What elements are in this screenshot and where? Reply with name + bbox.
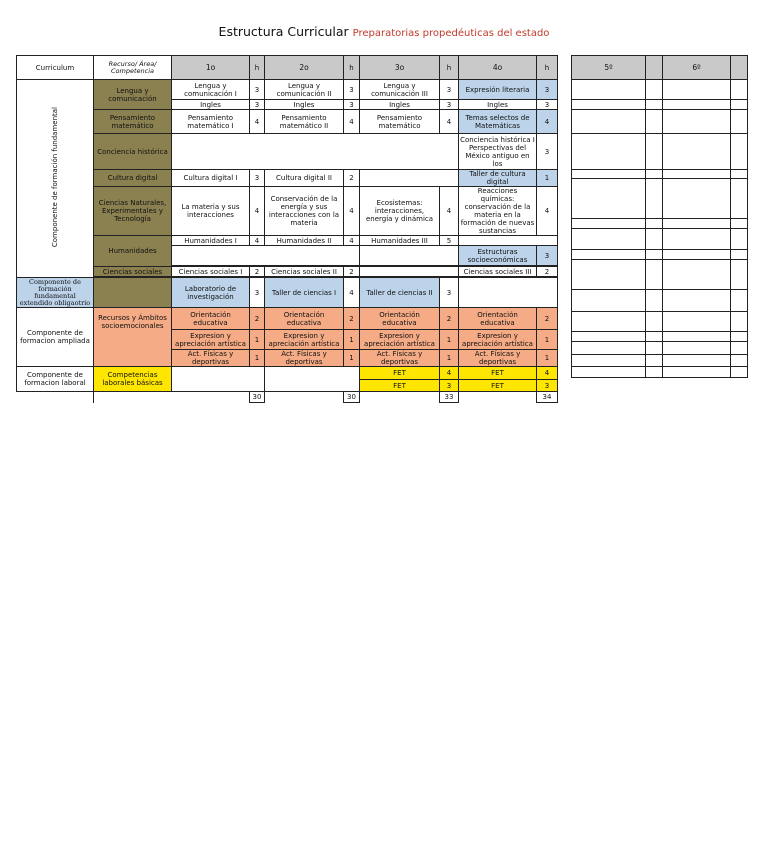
cell-empty (572, 170, 646, 179)
cell-h: 1 (440, 330, 459, 350)
area-lengua: Lengua y comunicación (94, 80, 172, 110)
header-year-1: 1o (172, 56, 250, 80)
cell-h: 1 (344, 350, 360, 367)
total-year-2: 30 (344, 392, 360, 403)
cell-h: 4 (537, 367, 558, 380)
cell-empty (646, 312, 663, 332)
cell-h: 4 (344, 236, 360, 246)
cell-empty (360, 392, 440, 403)
cell-empty (537, 236, 558, 246)
cell-h: 3 (537, 380, 558, 392)
cell-empty (572, 312, 646, 332)
cell-fet-4b: FET (459, 380, 537, 392)
cell-humanidades-3: Humanidades III (360, 236, 440, 246)
cell-h: 2 (250, 308, 265, 330)
total-year-4: 34 (537, 392, 558, 403)
cell-empty (572, 80, 646, 100)
cell-empty (440, 170, 459, 187)
cell-h: 3 (250, 170, 265, 187)
cell-empty (731, 312, 748, 332)
cell-h: 2 (537, 267, 558, 277)
cell-empty (646, 179, 663, 219)
cell-empty (663, 80, 731, 100)
cell-h: 1 (250, 330, 265, 350)
component-extendido: Componente de formación fundamental extendido obligaotrio (17, 278, 94, 308)
cell-h: 2 (344, 170, 360, 187)
cell-empty (663, 219, 731, 229)
cell-empty (731, 134, 748, 170)
cell-lengua-2: Lengua y comunicación II (265, 80, 344, 100)
cell-empty (344, 367, 360, 392)
cell-h: 1 (250, 350, 265, 367)
header-h: h (537, 56, 558, 80)
cell-empty (731, 332, 748, 342)
area-sociales: Ciencias sociales (94, 267, 172, 277)
cell-h: 2 (344, 267, 360, 277)
cell-empty (663, 312, 731, 332)
area-ciencias: Ciencias Naturales, Experimentales y Tecnología (94, 187, 172, 236)
cell-empty (172, 134, 250, 170)
cell-empty (731, 179, 748, 219)
cell-empty (731, 110, 748, 134)
cell-cultura-4: Taller de cultura digital (459, 170, 537, 187)
cell-h: 1 (440, 350, 459, 367)
cell-h: 2 (440, 308, 459, 330)
header-h: h (344, 56, 360, 80)
cell-h: 3 (250, 278, 265, 308)
area-pensamiento: Pensamiento matemático (94, 110, 172, 134)
cell-empty (731, 355, 748, 367)
cell-empty (344, 134, 360, 170)
cell-h: 4 (250, 187, 265, 236)
cell-empty (344, 246, 360, 266)
cell-empty (572, 134, 646, 170)
cell-empty (646, 80, 663, 100)
cell-empty (265, 246, 344, 266)
cell-h: 4 (537, 110, 558, 134)
cell-h: 2 (250, 267, 265, 277)
area-conciencia: Conciencia histórica (94, 134, 172, 170)
cell-empty (731, 342, 748, 355)
cell-empty (646, 367, 663, 378)
cell-h: 3 (250, 100, 265, 110)
cell-h: 2 (344, 308, 360, 330)
cell-h: 3 (440, 380, 459, 392)
cell-empty (663, 332, 731, 342)
cell-empty (663, 110, 731, 134)
cell-h: 2 (537, 308, 558, 330)
cell-empty (663, 134, 731, 170)
years-5-6-table (571, 55, 748, 378)
cell-empty (731, 170, 748, 179)
cell-act-1: Act. Físicas y deportivas (172, 350, 250, 367)
cell-empty (663, 250, 731, 260)
cell-empty (459, 392, 537, 403)
cell-h: 1 (537, 170, 558, 187)
header-recurso: Recurso/ Área/ Competencia (94, 56, 172, 80)
cell-h: 3 (537, 134, 558, 170)
area-competencias: Competencias laborales básicas (94, 367, 172, 392)
cell-empty (360, 246, 440, 266)
cell-empty (731, 367, 748, 378)
cell-expresion-3: Expresion y apreciación artística (360, 330, 440, 350)
cell-empty (459, 278, 537, 308)
cell-h: 3 (537, 246, 558, 266)
area-recursos: Recursos y Ámbitos socioemocionales (94, 308, 172, 367)
title-subtitle: Preparatorias propedéuticas del estado (352, 28, 550, 39)
cell-h: 4 (250, 110, 265, 134)
cell-ciencias-4: Reacciones químicas: conservación de la materia en la formación de nuevas sustancias (459, 187, 537, 236)
cell-empty (646, 134, 663, 170)
cell-empty (572, 355, 646, 367)
cell-humanidades-1: Humanidades I (172, 236, 250, 246)
area-cultura: Cultura digital (94, 170, 172, 187)
cell-empty (440, 267, 459, 277)
cell-cultura-2: Cultura digital II (265, 170, 344, 187)
cell-cultura-1: Cultura digital I (172, 170, 250, 187)
cell-empty (250, 367, 265, 392)
cell-pensamiento-1: Pensamiento matemático I (172, 110, 250, 134)
component-ampliada: Componente de formacion ampliada (17, 308, 94, 367)
cell-ciencias-1: La materia y sus interacciones (172, 187, 250, 236)
header-curriculum: Curriculum (17, 56, 94, 80)
header-h-5 (646, 56, 663, 80)
header-h: h (440, 56, 459, 80)
cell-empty (663, 100, 731, 110)
cell-empty (646, 290, 663, 312)
cell-humanidades-4: Estructuras socioeconómicas (459, 246, 537, 266)
header-year-6: 6º (663, 56, 731, 80)
cell-empty (646, 355, 663, 367)
cell-pensamiento-4: Temas selectos de Matemáticas (459, 110, 537, 134)
header-year-5: 5º (572, 56, 646, 80)
cell-empty (572, 290, 646, 312)
cell-h: 1 (537, 350, 558, 367)
cell-empty (360, 134, 440, 170)
cell-empty (172, 246, 250, 266)
cell-sociales-4: Ciencias sociales III (459, 267, 537, 277)
cell-empty (646, 229, 663, 250)
cell-empty (265, 392, 344, 403)
cell-fet-4: FET (459, 367, 537, 380)
cell-empty (731, 290, 748, 312)
cell-ciencias-3: Ecosistemas: interacciones, energía y dinámica (360, 187, 440, 236)
cell-empty (250, 246, 265, 266)
cell-empty (172, 392, 250, 403)
cell-h: 5 (440, 236, 459, 246)
header-h: h (250, 56, 265, 80)
cell-humanidades-2: Humanidades II (265, 236, 344, 246)
cell-empty (663, 229, 731, 250)
cell-empty (572, 229, 646, 250)
cell-empty (663, 367, 731, 378)
cell-empty (572, 332, 646, 342)
cell-lengua-1: Lengua y comunicación I (172, 80, 250, 100)
cell-sociales-1: Ciencias sociales I (172, 267, 250, 277)
cell-h: 3 (250, 80, 265, 100)
cell-empty (731, 250, 748, 260)
cell-empty (459, 236, 537, 246)
header-year-4: 4o (459, 56, 537, 80)
cell-empty (440, 134, 459, 170)
cell-empty (572, 100, 646, 110)
cell-empty (663, 355, 731, 367)
cell-fet-3b: FET (360, 380, 440, 392)
cell-empty (572, 342, 646, 355)
cell-pensamiento-3: Pensamiento matemático (360, 110, 440, 134)
cell-ingles-2: Ingles (265, 100, 344, 110)
cell-extendido-2: Taller de ciencias I (265, 278, 344, 308)
cell-empty (646, 250, 663, 260)
header-year-2: 2o (265, 56, 344, 80)
cell-empty (646, 100, 663, 110)
cell-empty (17, 392, 94, 403)
cell-empty (572, 219, 646, 229)
cell-h: 1 (537, 330, 558, 350)
cell-empty (360, 170, 440, 187)
cell-orientacion-2: Orientación educativa (265, 308, 344, 330)
cell-h: 3 (537, 80, 558, 100)
cell-h: 3 (537, 100, 558, 110)
title-main: Estructura Curricular (218, 24, 349, 39)
cell-empty (440, 246, 459, 266)
cell-empty (265, 367, 344, 392)
cell-ingles-1: Ingles (172, 100, 250, 110)
cell-lengua-3: Lengua y comunicación III (360, 80, 440, 100)
page-title (0, 24, 768, 39)
cell-empty (572, 110, 646, 134)
cell-empty (731, 260, 748, 290)
cell-empty (360, 267, 440, 277)
cell-empty (646, 332, 663, 342)
total-year-1: 30 (250, 392, 265, 403)
curriculum-table (16, 55, 558, 403)
component-laboral: Componente de formacion laboral (17, 367, 94, 392)
cell-orientacion-3: Orientación educativa (360, 308, 440, 330)
cell-empty (663, 290, 731, 312)
cell-h: 3 (440, 278, 459, 308)
cell-orientacion-4: Orientación educativa (459, 308, 537, 330)
cell-extendido-3: Taller de ciencias II (360, 278, 440, 308)
cell-empty (572, 367, 646, 378)
component-fundamental-label: Componente de formación fundamental (51, 107, 59, 248)
header-h-6 (731, 56, 748, 80)
cell-h: 3 (344, 100, 360, 110)
cell-extendido-1: Laboratorio de investigación (172, 278, 250, 308)
cell-pensamiento-2: Pensamiento matemático II (265, 110, 344, 134)
cell-act-3: Act. Físicas y deportivas (360, 350, 440, 367)
cell-h: 4 (250, 236, 265, 246)
cell-empty (646, 342, 663, 355)
cell-lengua-4: Expresión literaria (459, 80, 537, 100)
cell-expresion-1: Expresion y apreciación artística (172, 330, 250, 350)
area-humanidades: Humanidades (94, 236, 172, 267)
cell-empty (94, 392, 172, 403)
cell-fet-3: FET (360, 367, 440, 380)
cell-empty (731, 80, 748, 100)
component-fundamental (17, 80, 94, 278)
cell-sociales-2: Ciencias sociales II (265, 267, 344, 277)
cell-empty (572, 260, 646, 290)
cell-h: 1 (344, 330, 360, 350)
cell-empty (663, 179, 731, 219)
header-year-3: 3o (360, 56, 440, 80)
cell-expresion-4: Expresion y apreciación artística (459, 330, 537, 350)
cell-empty (572, 179, 646, 219)
cell-ciencias-2: Conservación de la energía y sus interacciones con la materia (265, 187, 344, 236)
cell-empty (731, 100, 748, 110)
cell-h: 4 (440, 367, 459, 380)
cell-empty (646, 260, 663, 290)
cell-h: 4 (344, 110, 360, 134)
cell-expresion-2: Expresion y apreciación artística (265, 330, 344, 350)
cell-empty (172, 367, 250, 392)
cell-orientacion-1: Orientación educativa (172, 308, 250, 330)
cell-h: 4 (440, 187, 459, 236)
cell-h: 4 (344, 278, 360, 308)
cell-empty (646, 170, 663, 179)
cell-empty (646, 110, 663, 134)
cell-h: 4 (440, 110, 459, 134)
cell-empty (731, 229, 748, 250)
cell-empty (572, 250, 646, 260)
cell-h: 3 (440, 100, 459, 110)
cell-h: 3 (440, 80, 459, 100)
cell-h: 4 (344, 187, 360, 236)
total-year-3: 33 (440, 392, 459, 403)
cell-empty (646, 219, 663, 229)
cell-empty (537, 278, 558, 308)
cell-empty (663, 170, 731, 179)
cell-empty (265, 134, 344, 170)
area-extendido (94, 278, 172, 308)
cell-empty (250, 134, 265, 170)
cell-empty (731, 219, 748, 229)
cell-h: 4 (537, 187, 558, 236)
cell-ingles-3: Ingles (360, 100, 440, 110)
cell-act-4: Act. Físicas y deportivas (459, 350, 537, 367)
cell-ingles-4: Ingles (459, 100, 537, 110)
cell-act-2: Act. Físicas y deportivas (265, 350, 344, 367)
cell-empty (663, 260, 731, 290)
cell-conciencia-4: Conciencia histórica I Perspectivas del México antiguo en los (460, 135, 535, 168)
cell-h: 3 (344, 80, 360, 100)
cell-empty (663, 342, 731, 355)
